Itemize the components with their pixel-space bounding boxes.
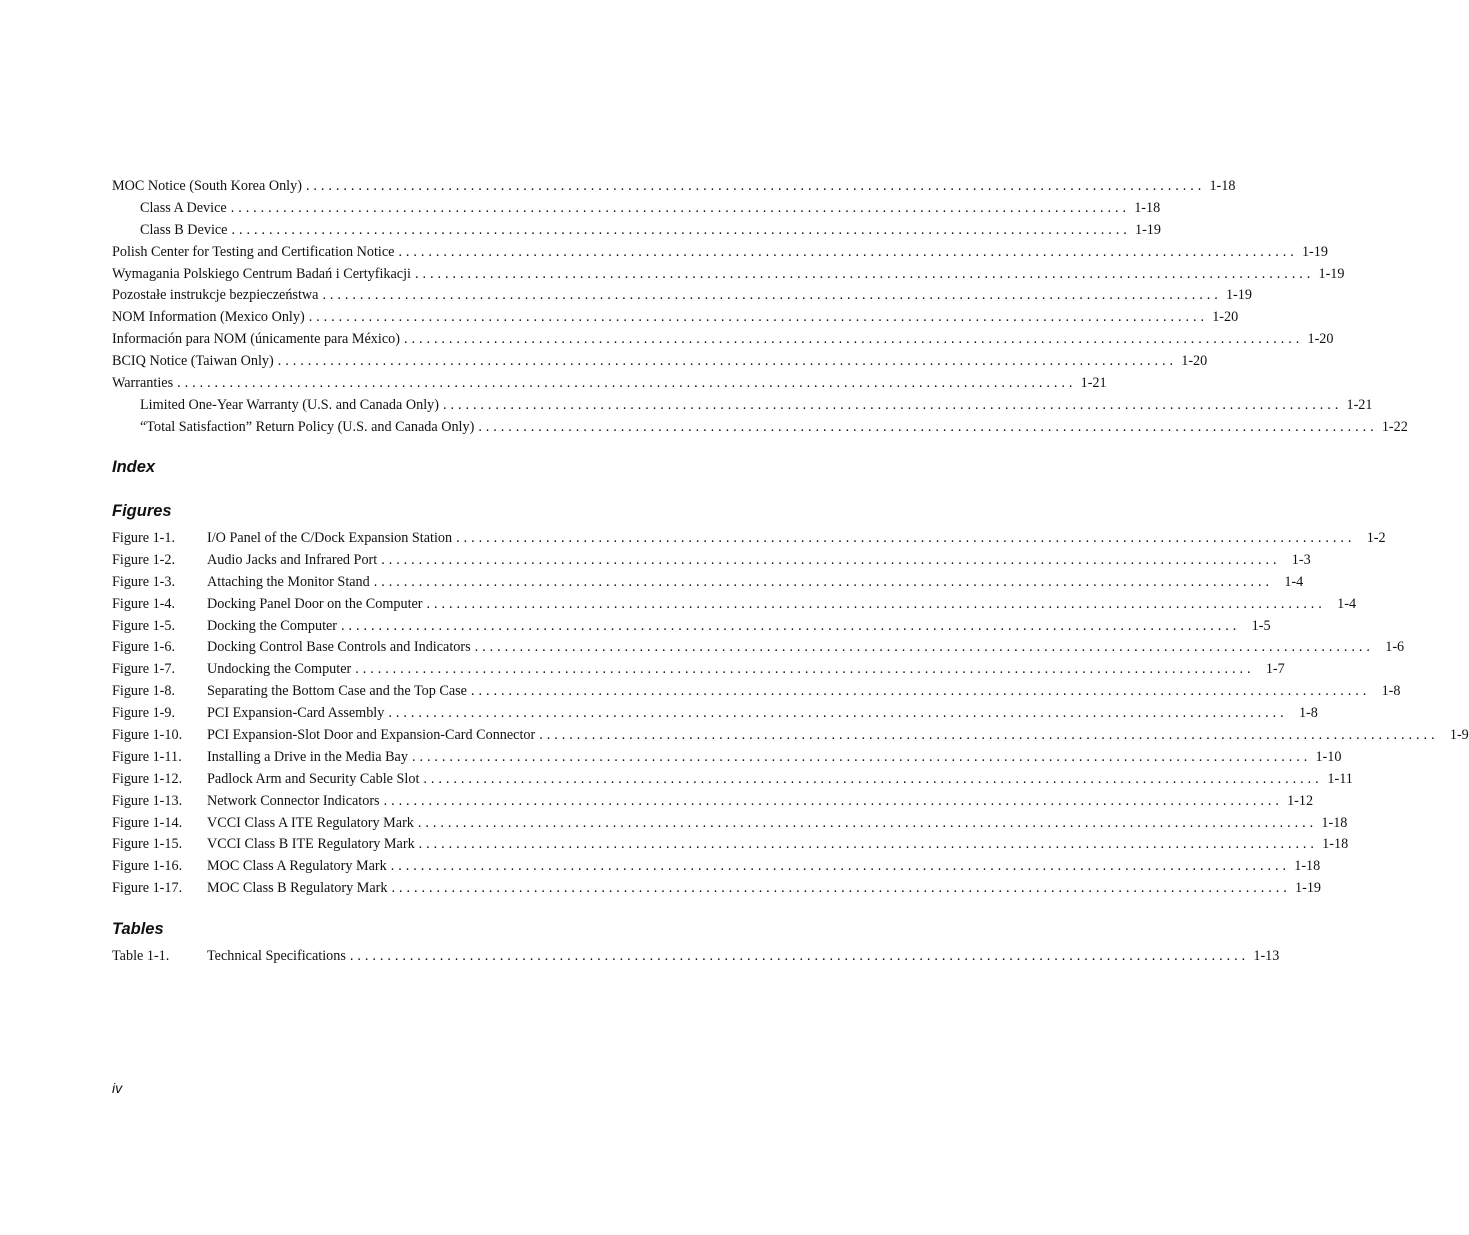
dot-leader: . . . . . . . . . . . . . . . . . . . . . . . . . . . . . . . . . . . . . . . . . . . . . . . . . . . . . . . . . . . . . . . . . . . . . . . . . . . . . . . . . . . . . . . . . . . . . . . . . . . . . . . . . . . . . . . . . . . . . . . . xyxy=(470,683,1367,700)
figure-label: Figure 1-7. xyxy=(112,661,176,678)
dot-leader: . . . . . . . . . . . . . . . . . . . . . . . . . . . . . . . . . . . . . . . . . . . . . . . . . . . . . . . . . . . . . . . . . . . . . . . . . . . . . . . . . . . . . . . . . . . . . . . . . . . . . . . . . . . . . . . . . . . . . . . . xyxy=(305,178,1202,194)
figure-title: Attaching the Monitor Stand xyxy=(207,573,370,590)
figure-title: PCI Expansion-Card Assembly xyxy=(207,705,385,722)
tables-list xyxy=(112,946,1280,968)
toc-entry-page: 1-22 xyxy=(1381,418,1408,435)
figures-list xyxy=(112,528,1469,900)
toc-entry-title: Warranties xyxy=(112,375,174,392)
figure-title: MOC Class B Regulatory Mark xyxy=(207,880,388,897)
toc-entry-page: 1-21 xyxy=(1080,375,1107,392)
toc-entry[interactable] xyxy=(112,329,1334,351)
figure-page: 1-3 xyxy=(1291,551,1311,568)
table-label: Table 1-1. xyxy=(112,948,170,964)
tables-heading: Tables xyxy=(112,920,164,938)
figure-entry[interactable] xyxy=(112,528,1386,550)
figure-title: Undocking the Computer xyxy=(207,661,352,678)
toc-entry-page: 1-18 xyxy=(1209,178,1236,194)
toc-entry-title: Wymagania Polskiego Centrum Badań i Certyfikacji xyxy=(112,265,411,282)
figure-label: Figure 1-1. xyxy=(112,530,176,546)
dot-leader: . . . . . . . . . . . . . . . . . . . . . . . . . . . . . . . . . . . . . . . . . . . . . . . . . . . . . . . . . . . . . . . . . . . . . . . . . . . . . . . . . . . . . . . . . . . . . . . . . . . . . . . . . . . . . . . . . . . . . . . . xyxy=(417,814,1314,831)
figure-label: Figure 1-2. xyxy=(112,551,176,568)
figure-page: 1-12 xyxy=(1287,792,1314,809)
figure-title: Network Connector Indicators xyxy=(207,792,380,809)
figure-page: 1-6 xyxy=(1385,639,1405,656)
dot-leader: . . . . . . . . . . . . . . . . . . . . . . . . . . . . . . . . . . . . . . . . . . . . . . . . . . . . . . . . . . . . . . . . . . . . . . . . . . . . . . . . . . . . . . . . . . . . . . . . . . . . . . . . . . . . . . . . . . . . . . . . xyxy=(177,375,1073,392)
figure-label: Figure 1-17. xyxy=(112,880,183,897)
figure-page: 1-8 xyxy=(1298,705,1318,722)
dot-leader: . . . . . . . . . . . . . . . . . . . . . . . . . . . . . . . . . . . . . . . . . . . . . . . . . . . . . . . . . . . . . . . . . . . . . . . . . . . . . . . . . . . . . . . . . . . . . . . . . . . . . . . . . . . . . . . . . . . . . . . . xyxy=(474,639,1371,656)
toc-entry-page: 1-19 xyxy=(1318,265,1345,282)
figure-entry[interactable] xyxy=(112,769,1353,791)
dot-leader: . . . . . . . . . . . . . . . . . . . . . . . . . . . . . . . . . . . . . . . . . . . . . . . . . . . . . . . . . . . . . . . . . . . . . . . . . . . . . . . . . . . . . . . . . . . . . . . . . . . . . . . . . . . . . . . . . . . . . . . . xyxy=(230,199,1127,216)
figure-page: 1-18 xyxy=(1321,814,1348,831)
figure-entry[interactable] xyxy=(112,659,1285,681)
toc-entry-page: 1-19 xyxy=(1134,221,1161,238)
dot-leader: . . . . . . . . . . . . . . . . . . . . . . . . . . . . . . . . . . . . . . . . . . . . . . . . . . . . . . . . . . . . . . . . . . . . . . . . . . . . . . . . . . . . . . . . . . . . . . . . . . . . . . . . . . . . . . . . . . . . . . . . xyxy=(308,309,1205,326)
dot-leader: . . . . . . . . . . . . . . . . . . . . . . . . . . . . . . . . . . . . . . . . . . . . . . . . . . . . . . . . . . . . . . . . . . . . . . . . . . . . . . . . . . . . . . . . . . . . . . . . . . . . . . . . . . . . . . . . . . . . . . . . xyxy=(322,287,1218,304)
dot-leader: . . . . . . . . . . . . . . . . . . . . . . . . . . . . . . . . . . . . . . . . . . . . . . . . . . . . . . . . . . . . . . . . . . . . . . . . . . . . . . . . . . . . . . . . . . . . . . . . . . . . . . . . . . . . . . . . . . . . . . . . xyxy=(391,880,1288,897)
figure-title: PCI Expansion-Slot Door and Expansion-Card Connector xyxy=(207,727,536,744)
dot-leader: . . . . . . . . . . . . . . . . . . . . . . . . . . . . . . . . . . . . . . . . . . . . . . . . . . . . . . . . . . . . . . . . . . . . . . . . . . . . . . . . . . . . . . . . . . . . . . . . . . . . . . . . . . . . . . . . . . . . . . . . xyxy=(398,243,1294,260)
figure-entry[interactable] xyxy=(112,594,1357,616)
figure-page: 1-18 xyxy=(1322,836,1349,853)
toc-entry-title: MOC Notice (South Korea Only) xyxy=(112,178,302,194)
figure-title: VCCI Class B ITE Regulatory Mark xyxy=(207,836,415,853)
toc-entry-title: Pozostałe instrukcje bezpieczeństwa xyxy=(112,287,319,304)
dot-leader: . . . . . . . . . . . . . . . . . . . . . . . . . . . . . . . . . . . . . . . . . . . . . . . . . . . . . . . . . . . . . . . . . . . . . . . . . . . . . . . . . . . . . . . . . . . . . . . . . . . . . . . . . . . . . . . . . . . . . . . . xyxy=(418,836,1315,853)
figure-page: 1-2 xyxy=(1366,530,1386,546)
dot-leader: . . . . . . . . . . . . . . . . . . . . . . . . . . . . . . . . . . . . . . . . . . . . . . . . . . . . . . . . . . . . . . . . . . . . . . . . . . . . . . . . . . . . . . . . . . . . . . . . . . . . . . . . . . . . . . . . . . . . . . . . xyxy=(414,265,1311,282)
figure-entry[interactable] xyxy=(112,747,1342,769)
figure-entry[interactable] xyxy=(112,856,1321,878)
figure-entry[interactable] xyxy=(112,878,1322,900)
toc-entry-title: Limited One-Year Warranty (U.S. and Canada Only) xyxy=(140,396,439,413)
figure-label: Figure 1-8. xyxy=(112,683,176,700)
table-title: Technical Specifications xyxy=(207,948,346,964)
figure-label: Figure 1-6. xyxy=(112,639,176,656)
dot-leader: . . . . . . . . . . . . . . . . . . . . . . . . . . . . . . . . . . . . . . . . . . . . . . . . . . . . . . . . . . . . . . . . . . . . . . . . . . . . . . . . . . . . . . . . . . . . . . . . . . . . . . . . . . . . . . . . . . . . . . . . xyxy=(383,792,1280,809)
dot-leader: . . . . . . . . . . . . . . . . . . . . . . . . . . . . . . . . . . . . . . . . . . . . . . . . . . . . . . . . . . . . . . . . . . . . . . . . . . . . . . . . . . . . . . . . . . . . . . . . . . . . . . . . . . . . . . . . . . . . . . . . xyxy=(478,418,1374,435)
figure-label: Figure 1-5. xyxy=(112,617,176,634)
figure-title: I/O Panel of the C/Dock Expansion Station xyxy=(207,530,453,546)
figure-entry[interactable] xyxy=(112,616,1271,638)
dot-leader: . . . . . . . . . . . . . . . . . . . . . . . . . . . . . . . . . . . . . . . . . . . . . . . . . . . . . . . . . . . . . . . . . . . . . . . . . . . . . . . . . . . . . . . . . . . . . . . . . . . . . . . . . . . . . . . . . . . . . . . . xyxy=(390,858,1287,875)
figure-title: Audio Jacks and Infrared Port xyxy=(207,551,378,568)
dot-leader: . . . . . . . . . . . . . . . . . . . . . . . . . . . . . . . . . . . . . . . . . . . . . . . . . . . . . . . . . . . . . . . . . . . . . . . . . . . . . . . . . . . . . . . . . . . . . . . . . . . . . . . . . . . . . . . . . . . . . . . . xyxy=(373,573,1270,590)
figure-entry[interactable] xyxy=(112,572,1304,594)
figure-label: Figure 1-11. xyxy=(112,748,182,765)
dot-leader: . . . . . . . . . . . . . . . . . . . . . . . . . . . . . . . . . . . . . . . . . . . . . . . . . . . . . . . . . . . . . . . . . . . . . . . . . . . . . . . . . . . . . . . . . . . . . . . . . . . . . . . . . . . . . . . . . . . . . . . . xyxy=(277,353,1174,370)
figure-page: 1-4 xyxy=(1284,573,1304,590)
figure-label: Figure 1-13. xyxy=(112,792,183,809)
toc-entry[interactable] xyxy=(112,220,1161,242)
dot-leader: . . . . . . . . . . . . . . . . . . . . . . . . . . . . . . . . . . . . . . . . . . . . . . . . . . . . . . . . . . . . . . . . . . . . . . . . . . . . . . . . . . . . . . . . . . . . . . . . . . . . . . . . . . . . . . . . . . . . . . . . xyxy=(355,661,1251,678)
figure-page: 1-8 xyxy=(1381,683,1401,700)
figure-entry[interactable] xyxy=(112,637,1405,659)
figure-page: 1-19 xyxy=(1295,880,1322,897)
figure-title: Installing a Drive in the Media Bay xyxy=(207,748,408,765)
figure-page: 1-18 xyxy=(1294,858,1321,875)
toc-entry-page: 1-19 xyxy=(1301,243,1328,260)
dot-leader: . . . . . . . . . . . . . . . . . . . . . . . . . . . . . . . . . . . . . . . . . . . . . . . . . . . . . . . . . . . . . . . . . . . . . . . . . . . . . . . . . . . . . . . . . . . . . . . . . . . . . . . . . . . . . . . . . . . . . . . . xyxy=(388,705,1284,722)
toc-entry[interactable] xyxy=(112,351,1208,373)
toc-entry[interactable] xyxy=(112,307,1239,329)
index-heading[interactable]: Index xyxy=(112,458,156,476)
toc-entry-title: Polish Center for Testing and Certification Notice xyxy=(112,243,395,260)
toc-entry-title: BCIQ Notice (Taiwan Only) xyxy=(112,353,274,370)
toc-entry-page: 1-21 xyxy=(1346,396,1373,413)
figure-label: Figure 1-15. xyxy=(112,836,183,853)
toc-entry[interactable] xyxy=(112,373,1107,395)
toc-entry-page: 1-18 xyxy=(1134,199,1161,216)
figure-title: MOC Class A Regulatory Mark xyxy=(207,858,387,875)
figure-label: Figure 1-4. xyxy=(112,595,176,612)
toc-entry-page: 1-20 xyxy=(1181,353,1208,370)
toc-entry[interactable] xyxy=(112,198,1161,220)
figure-title: Docking Control Base Controls and Indicators xyxy=(207,639,471,656)
toc-entry[interactable] xyxy=(112,285,1252,307)
page-number: iv xyxy=(112,1080,123,1096)
toc-entry-page: 1-20 xyxy=(1307,331,1334,348)
toc-entry[interactable] xyxy=(112,395,1373,417)
figure-title: VCCI Class A ITE Regulatory Mark xyxy=(207,814,414,831)
table-page: 1-13 xyxy=(1253,948,1280,964)
figure-entry[interactable] xyxy=(112,791,1314,813)
figure-label: Figure 1-10. xyxy=(112,727,183,744)
toc-entry[interactable] xyxy=(112,264,1345,286)
figure-page: 1-7 xyxy=(1265,661,1285,678)
dot-leader: . . . . . . . . . . . . . . . . . . . . . . . . . . . . . . . . . . . . . . . . . . . . . . . . . . . . . . . . . . . . . . . . . . . . . . . . . . . . . . . . . . . . . . . . . . . . . . . . . . . . . . . . . . . . . . . . . . . . . . . . xyxy=(426,595,1323,612)
dot-leader: . . . . . . . . . . . . . . . . . . . . . . . . . . . . . . . . . . . . . . . . . . . . . . . . . . . . . . . . . . . . . . . . . . . . . . . . . . . . . . . . . . . . . . . . . . . . . . . . . . . . . . . . . . . . . . . . . . . . . . . . xyxy=(381,551,1277,568)
figure-title: Docking the Computer xyxy=(207,617,338,634)
dot-leader: . . . . . . . . . . . . . . . . . . . . . . . . . . . . . . . . . . . . . . . . . . . . . . . . . . . . . . . . . . . . . . . . . . . . . . . . . . . . . . . . . . . . . . . . . . . . . . . . . . . . . . . . . . . . . . . . . . . . . . . . xyxy=(341,617,1237,634)
toc-entry-page: 1-19 xyxy=(1225,287,1252,304)
figure-entry[interactable] xyxy=(112,550,1311,572)
figure-label: Figure 1-3. xyxy=(112,573,176,590)
figures-heading: Figures xyxy=(112,502,172,520)
figure-page: 1-10 xyxy=(1315,748,1342,765)
toc-entry[interactable] xyxy=(112,417,1408,439)
figure-entry[interactable] xyxy=(112,834,1349,856)
dot-leader: . . . . . . . . . . . . . . . . . . . . . . . . . . . . . . . . . . . . . . . . . . . . . . . . . . . . . . . . . . . . . . . . . . . . . . . . . . . . . . . . . . . . . . . . . . . . . . . . . . . . . . . . . . . . . . . . . . . . . . . . xyxy=(423,770,1319,787)
toc-entry-title: “Total Satisfaction” Return Policy (U.S. and Canada Only) xyxy=(140,418,475,435)
figure-label: Figure 1-12. xyxy=(112,770,183,787)
dot-leader: . . . . . . . . . . . . . . . . . . . . . . . . . . . . . . . . . . . . . . . . . . . . . . . . . . . . . . . . . . . . . . . . . . . . . . . . . . . . . . . . . . . . . . . . . . . . . . . . . . . . . . . . . . . . . . . . . . . . . . . . xyxy=(403,331,1300,348)
contents-list xyxy=(112,176,1408,439)
table-entry[interactable] xyxy=(112,946,1280,968)
dot-leader: . . . . . . . . . . . . . . . . . . . . . . . . . . . . . . . . . . . . . . . . . . . . . . . . . . . . . . . . . . . . . . . . . . . . . . . . . . . . . . . . . . . . . . . . . . . . . . . . . . . . . . . . . . . . . . . . . . . . . . . . xyxy=(442,396,1339,413)
dot-leader: . . . . . . . . . . . . . . . . . . . . . . . . . . . . . . . . . . . . . . . . . . . . . . . . . . . . . . . . . . . . . . . . . . . . . . . . . . . . . . . . . . . . . . . . . . . . . . . . . . . . . . . . . . . . . . . . . . . . . . . . xyxy=(231,221,1127,238)
dot-leader: . . . . . . . . . . . . . . . . . . . . . . . . . . . . . . . . . . . . . . . . . . . . . . . . . . . . . . . . . . . . . . . . . . . . . . . . . . . . . . . . . . . . . . . . . . . . . . . . . . . . . . . . . . . . . . . . . . . . . . . . xyxy=(539,727,1435,744)
dot-leader: . . . . . . . . . . . . . . . . . . . . . . . . . . . . . . . . . . . . . . . . . . . . . . . . . . . . . . . . . . . . . . . . . . . . . . . . . . . . . . . . . . . . . . . . . . . . . . . . . . . . . . . . . . . . . . . . . . . . . . . . xyxy=(349,948,1246,964)
toc-entry-title: Información para NOM (únicamente para México) xyxy=(112,331,400,348)
toc-entry-page: 1-20 xyxy=(1212,309,1239,326)
figure-entry[interactable] xyxy=(112,813,1348,835)
figure-title: Padlock Arm and Security Cable Slot xyxy=(207,770,420,787)
figure-page: 1-5 xyxy=(1251,617,1271,634)
figure-entry[interactable] xyxy=(112,725,1469,747)
dot-leader: . . . . . . . . . . . . . . . . . . . . . . . . . . . . . . . . . . . . . . . . . . . . . . . . . . . . . . . . . . . . . . . . . . . . . . . . . . . . . . . . . . . . . . . . . . . . . . . . . . . . . . . . . . . . . . . . . . . . . . . . xyxy=(411,748,1308,765)
figure-label: Figure 1-9. xyxy=(112,705,176,722)
toc-entry[interactable] xyxy=(112,242,1328,264)
toc-entry-title: Class A Device xyxy=(140,199,227,216)
figure-page: 1-4 xyxy=(1337,595,1357,612)
figure-title: Docking Panel Door on the Computer xyxy=(207,595,423,612)
figure-title: Separating the Bottom Case and the Top Case xyxy=(207,683,467,700)
figure-page: 1-11 xyxy=(1327,770,1353,787)
figure-page: 1-9 xyxy=(1449,727,1469,744)
toc-entry-title: NOM Information (Mexico Only) xyxy=(112,309,305,326)
toc-entry-title: Class B Device xyxy=(140,221,228,238)
toc-entry[interactable] xyxy=(112,176,1236,198)
figure-label: Figure 1-16. xyxy=(112,858,183,875)
figure-label: Figure 1-14. xyxy=(112,814,183,831)
figure-entry[interactable] xyxy=(112,681,1401,703)
dot-leader: . . . . . . . . . . . . . . . . . . . . . . . . . . . . . . . . . . . . . . . . . . . . . . . . . . . . . . . . . . . . . . . . . . . . . . . . . . . . . . . . . . . . . . . . . . . . . . . . . . . . . . . . . . . . . . . . . . . . . . . . xyxy=(456,530,1352,546)
figure-entry[interactable] xyxy=(112,703,1318,725)
